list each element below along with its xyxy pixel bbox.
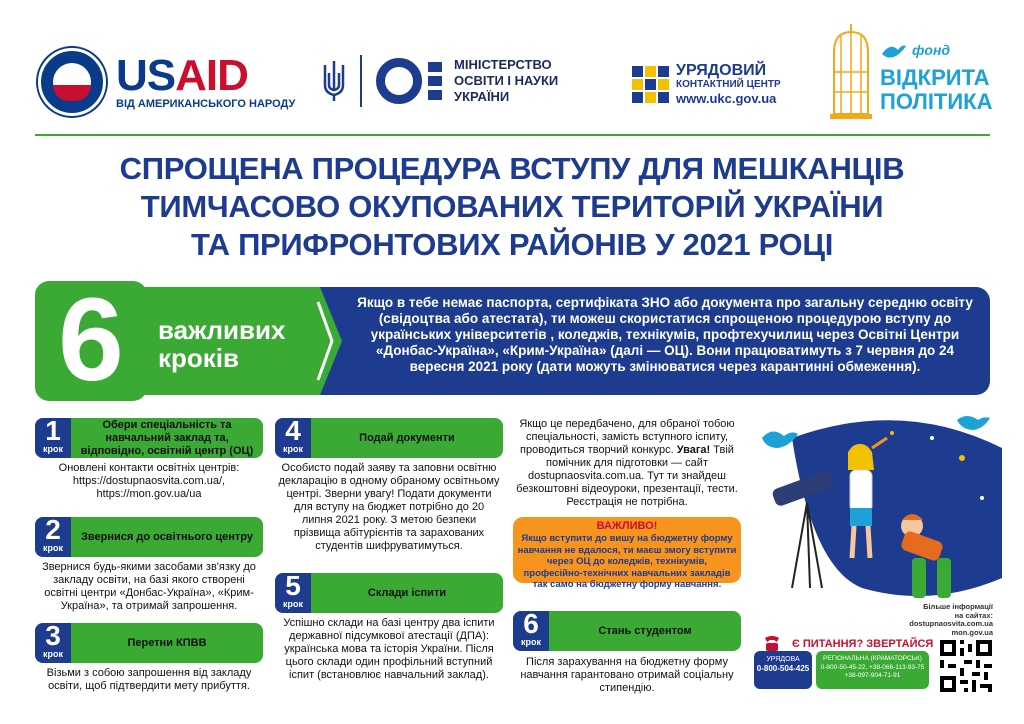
ministry-bars-icon [428,62,442,100]
step-6-title: Стань студентом [598,624,692,637]
step-4-body: Особисто подай заяву та заповни освітню декларацію в одному обраному освітньому центрі. Зверни увагу! Подати документи для вступу на бюджет потрібно до 20 липня 2021 року. З метою безпеки прізвища абітурієнтів та зарахованих студентів шифруватимуться. [278,462,500,552]
telescope-illustration [752,408,1002,608]
phone-icon [762,634,782,652]
step-6-body: Після зарахування на бюджетну форму навчання гарантовано отримай соціальну стипендію. [520,656,734,694]
usaid-logo [38,48,295,116]
page-title: СПРОЩЕНА ПРОЦЕДУРА ВСТУПУ ДЛЯ МЕШКАНЦІВ ТИМЧАСОВО ОКУПОВАНИХ ТЕРИТОРІЙ УКРАЇНИ ТА ПРИФРОНТОВИХ РАЙОНІВ У 2021 РОЦІ [119,151,905,262]
ministry-name: МІНІСТЕРСТВО ОСВІТИ І НАУКИ УКРАЇНИ [454,57,559,104]
step-2-body: Звернися будь-якими засобами зв'язку до закладу освіти, на базі якого створені освітні центри «Донбас-Україна», «Крим-Україна», та отримай запрошення. [42,561,256,612]
fund-label: фонд [912,42,951,58]
step-4-badge: 4 крок [275,418,311,458]
birdcage-icon [826,22,876,122]
government-hotline: УРЯДОВА 0-800-504-425 [754,651,812,689]
header-divider [35,134,990,136]
ministry-circle-icon [376,58,422,104]
contact-heading: Є ПИТАННЯ? ЗВЕРТАЙСЯ [792,638,934,650]
step-1-badge: 1 крок [35,418,71,458]
step-2-badge: 2 крок [35,517,71,557]
ukc-logo [632,62,781,107]
important-box [513,517,741,590]
trident-icon [322,59,346,103]
creative-contest-note: Якщо це передбачено, для обраної тобою спеціальності, замість вступного іспиту, проводиться творчий конкурс. Увага! Твій помічник для підготовки — сайт dostupnaosvita.com.ua. Тут ти знайдеш безкоштовні відеоуроки, презентації, тести. Реєстрація не потрібна. [516,418,738,508]
important-title: ВАЖЛИВО! [596,520,658,532]
banner-text: Якщо в тебе немає паспорта, сертифіката ЗНО або документа про загальну середню освіту (свідоцтва або атестата), ти можеш скористатися спрощеною процедурою вступу до українських університетів , коледжів, технікумів, профтехучилищ через Освітні Центри «Донбас-Україна», «Крим-Україна» (далі — ОЦ). Вони працюватимуть з 7 червня до 24 вересня 2021 року (дати можуть змінюватися через карантинні обмеження). [357,295,973,374]
header [0,0,1024,135]
ukc-title: УРЯДОВИЙ [676,62,767,79]
step-4-title: Подай документи [359,431,455,444]
usaid-subtitle: ВІД АМЕРИКАНСЬКОГО НАРОДУ [116,98,296,110]
step-3-body: Візьми з собою запрошення від закладу освіти, щоб підтвердити мету прибуття. [46,667,252,692]
usaid-wordmark: USAID [116,51,248,100]
fund-name: ВІДКРИТА ПОЛІТИКА [880,65,993,114]
step-5-title: Склади іспити [367,586,447,599]
more-info: Більше інформації на сайтах: dostupnaosvita.com.ua mon.gov.ua [909,602,993,637]
ukc-grid-icon [632,66,669,103]
step-1-title: Обери спеціальність та навчальний заклад та, відповідно, освітній центр (ОЦ) [80,418,254,457]
step-1-body: Оновлені контакти освітніх центрів: https://dostupnaosvita.com.ua/, https://mon.gov.ua/ua [58,462,240,500]
ministry-logo [322,55,558,107]
usaid-seal-icon [38,48,106,116]
ukc-url: www.ukc.gov.ua [676,91,777,106]
steps-label: важливих кроків [158,315,286,373]
six-number: 6 [58,274,124,406]
ukc-subtitle: КОНТАКТНИЙ ЦЕНТР [676,79,781,90]
step-3-badge: 3 крок [35,623,71,663]
regional-hotline: РЕГІОНАЛЬНА (КРАМАТОРСЬК) 0-800-50-45-22, +38-066-113-93-75 +38-097-904-71-91 [816,651,929,689]
important-text: Якщо вступити до вишу на бюджетну форму навчання не вдалося, ти маєш змогу вступити через ОЦ до коледжів, технікумів, професійно-технічних навчальних закладів так само на бюджетну форму навчання. [517,533,737,590]
step-5-badge: 5 крок [275,573,311,613]
step-5-body: Успішно склади на базі центру два іспити державної підсумкової атестації (ДПА): українська мова та історія України. Після цього склади один профільний вступний іспит (встановлює навчальний заклад). [283,617,495,681]
step-2-title: Звернися до освітнього центру [81,530,253,543]
step-6-badge: 6 крок [513,611,549,651]
qr-code-icon [940,640,992,692]
step-3-title: Перетни КПВВ [127,636,207,649]
bird-icon [880,40,908,60]
chevron-right-icon [316,300,334,382]
